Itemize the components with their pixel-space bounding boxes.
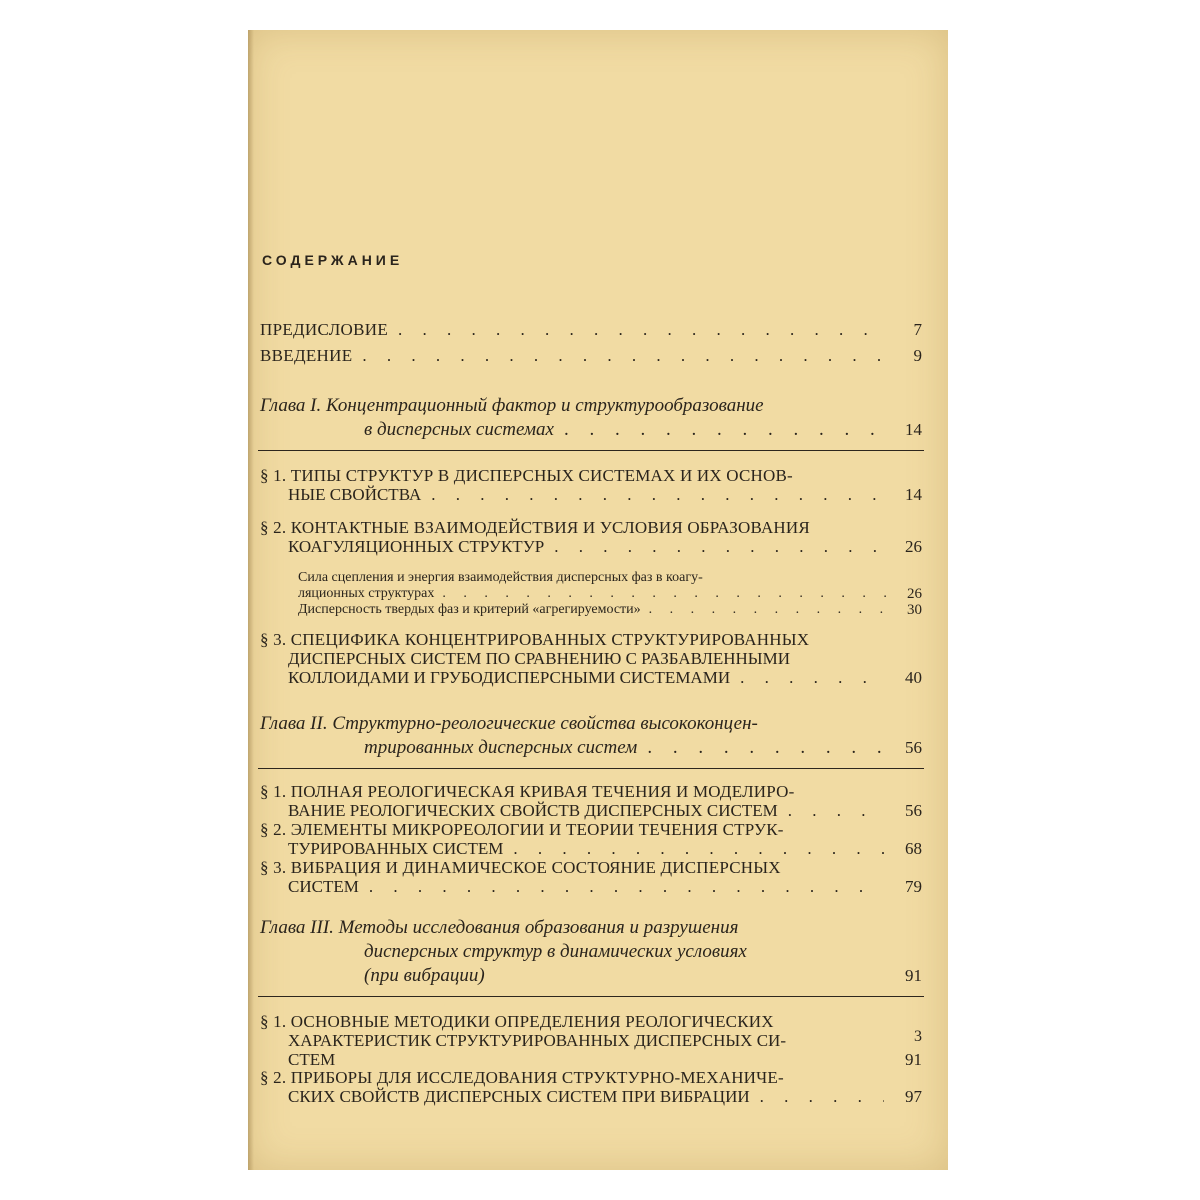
chapter-divider	[258, 450, 924, 451]
section-title-line: § 1. ПОЛНАЯ РЕОЛОГИЧЕСКАЯ КРИВАЯ ТЕЧЕНИЯ И МОДЕЛИРО-	[260, 782, 795, 801]
toc-section[interactable]	[260, 518, 922, 556]
toc-page-number: 26	[907, 586, 922, 602]
toc-page-number: 91	[905, 1050, 922, 1069]
section-title-line: § 3. СПЕЦИФИКА КОНЦЕНТРИРОВАННЫХ СТРУКТУРИРОВАННЫХ	[260, 630, 810, 649]
toc-section[interactable]	[260, 630, 922, 687]
toc-page-number: 56	[905, 801, 922, 820]
section-title-line: § 2. КОНТАКТНЫЕ ВЗАИМОДЕЙСТВИЯ И УСЛОВИЯ ОБРАЗОВАНИЯ	[260, 518, 810, 537]
section-title-line: § 3. ВИБРАЦИЯ И ДИНАМИЧЕСКОЕ СОСТОЯНИЕ ДИСПЕРСНЫХ	[260, 858, 781, 877]
subsection-title-line: ляционных структурах	[298, 586, 435, 601]
toc-section[interactable]	[260, 782, 922, 820]
toc-page-number: 68	[905, 839, 922, 858]
toc-page-number: 97	[905, 1087, 922, 1106]
toc-section[interactable]	[260, 820, 922, 858]
page-edge-shadow	[248, 30, 254, 1170]
leader-dots	[649, 602, 886, 618]
chapter-title-line: Глава III. Методы исследования образования и разрушения	[260, 917, 739, 938]
section-title-line: СИСТЕМ	[288, 877, 359, 896]
leader-dots	[442, 586, 886, 602]
section-title-line: НЫЕ СВОЙСТВА	[288, 485, 422, 504]
chapter-title-line: Глава II. Структурно-реологические свойства высококонцен-	[260, 713, 758, 734]
chapter-title-line: дисперсных структур в динамических условиях	[364, 941, 747, 962]
toc-entry-label: ПРЕДИСЛОВИЕ	[260, 320, 389, 339]
toc-chapter-2[interactable]	[260, 712, 922, 760]
toc-section[interactable]	[260, 1012, 922, 1069]
leader-dots	[564, 418, 884, 442]
chapter-title-line: в дисперсных системах	[364, 419, 554, 440]
leader-dots	[740, 668, 884, 687]
toc-chapter-3[interactable]	[260, 916, 922, 988]
toc-page-number: 40	[905, 668, 922, 687]
section-title-line: ТУРИРОВАННЫХ СИСТЕМ	[288, 839, 504, 858]
section-title-line: § 2. ПРИБОРЫ ДЛЯ ИССЛЕДОВАНИЯ СТРУКТУРНО-МЕХАНИЧЕ-	[260, 1068, 784, 1087]
toc-chapter-1[interactable]	[260, 394, 922, 442]
toc-section[interactable]	[260, 1068, 922, 1106]
leader-dots	[431, 485, 884, 504]
section-title-line: ДИСПЕРСНЫХ СИСТЕМ ПО СРАВНЕНИЮ С РАЗБАВЛЕННЫМИ	[288, 649, 790, 668]
subsection-title-line: Сила сцепления и энергия взаимодействия дисперсных фаз в коагу-	[298, 570, 703, 585]
leader-dots	[647, 736, 884, 760]
subsection-title-line: Дисперсность твердых фаз и критерий «агрегируемости»	[298, 602, 641, 617]
toc-subsection[interactable]	[298, 570, 922, 602]
page-number-folio: 3	[914, 1028, 922, 1045]
leader-dots	[513, 839, 884, 858]
leader-dots	[369, 877, 884, 896]
chapter-divider	[258, 768, 924, 769]
toc-entry-label: ВВЕДЕНИЕ	[260, 346, 353, 365]
leader-dots	[788, 801, 884, 820]
chapter-title-line: Глава I. Концентрационный фактор и структурообразование	[260, 395, 764, 416]
toc-page-number: 56	[905, 738, 922, 757]
section-title-line: КОЛЛОИДАМИ И ГРУБОДИСПЕРСНЫМИ СИСТЕМАМИ	[288, 668, 731, 687]
toc-page-number: 14	[905, 485, 922, 504]
toc-section[interactable]	[260, 858, 922, 896]
toc-entry-intro[interactable]	[260, 346, 922, 365]
chapter-title-line: трированных дисперсных систем	[364, 737, 638, 758]
book-page	[248, 30, 948, 1170]
leader-dots	[554, 537, 884, 556]
section-title-line: § 1. ОСНОВНЫЕ МЕТОДИКИ ОПРЕДЕЛЕНИЯ РЕОЛОГИЧЕСКИХ	[260, 1012, 774, 1031]
leader-dots	[760, 1087, 884, 1106]
toc-entry-preface[interactable]	[260, 320, 922, 339]
section-title-line: КОАГУЛЯЦИОННЫХ СТРУКТУР	[288, 537, 545, 556]
toc-subsection[interactable]	[298, 602, 922, 618]
leader-dots	[398, 320, 884, 339]
toc-page-number: 9	[913, 346, 922, 365]
page-title: СОДЕРЖАНИЕ	[262, 252, 404, 268]
toc-page-number: 7	[913, 320, 922, 339]
chapter-title-line: (при вибрации)	[364, 965, 485, 986]
toc-section[interactable]	[260, 466, 922, 504]
section-title-line: СТЕМ	[288, 1050, 336, 1069]
toc-page-number: 30	[907, 602, 922, 618]
leader-dots	[362, 346, 884, 365]
toc-page-number: 14	[905, 420, 922, 439]
toc-page-number: 26	[905, 537, 922, 556]
section-title-line: § 2. ЭЛЕМЕНТЫ МИКРОРЕОЛОГИИ И ТЕОРИИ ТЕЧЕНИЯ СТРУК-	[260, 820, 784, 839]
section-title-line: ВАНИЕ РЕОЛОГИЧЕСКИХ СВОЙСТВ ДИСПЕРСНЫХ СИСТЕМ	[288, 801, 778, 820]
section-title-line: ХАРАКТЕРИСТИК СТРУКТУРИРОВАННЫХ ДИСПЕРСНЫХ СИ-	[288, 1031, 786, 1050]
section-title-line: СКИХ СВОЙСТВ ДИСПЕРСНЫХ СИСТЕМ ПРИ ВИБРАЦИИ	[288, 1087, 750, 1106]
toc-page-number: 91	[905, 966, 922, 985]
chapter-divider	[258, 996, 924, 997]
toc-page-number: 79	[905, 877, 922, 896]
section-title-line: § 1. ТИПЫ СТРУКТУР В ДИСПЕРСНЫХ СИСТЕМАХ И ИХ ОСНОВ-	[260, 466, 793, 485]
